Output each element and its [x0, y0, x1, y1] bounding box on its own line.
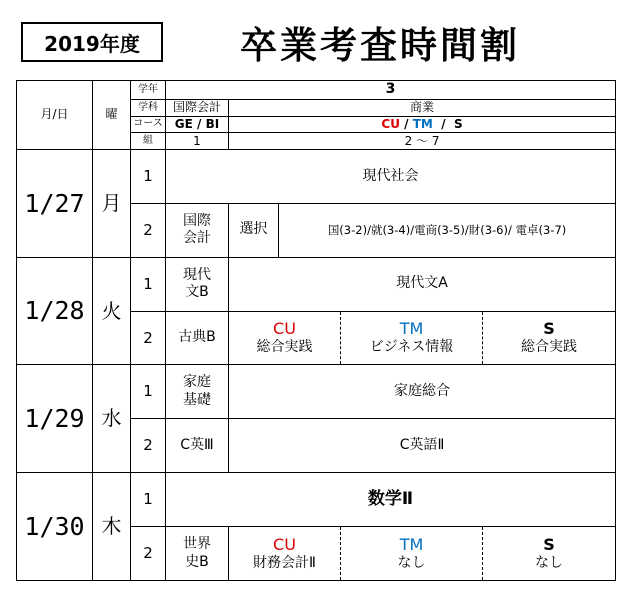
day-row-1-period-1 — [17, 149, 616, 203]
course-subject: 財務会計Ⅱ — [253, 554, 316, 571]
course-s-cell — [483, 311, 616, 365]
course-separator: / — [399, 117, 413, 132]
subject-left-cell: 国際 会計 — [166, 203, 229, 257]
period-number: 1 — [131, 473, 166, 527]
course-separator: / — [432, 117, 454, 132]
class-label: 組 — [131, 133, 166, 150]
date-cell: 1/30 — [17, 473, 93, 581]
course-cu-cell — [229, 311, 341, 365]
period-number: 2 — [131, 419, 166, 473]
exam-timetable — [16, 80, 616, 581]
subject-left-cell: 現代 文B — [166, 257, 229, 311]
subject-left-cell: C英Ⅲ — [166, 419, 229, 473]
period-number: 1 — [131, 365, 166, 419]
header-row-grade — [17, 81, 616, 100]
course-subject: なし — [535, 554, 564, 571]
course-cu-cell — [229, 527, 341, 581]
course-code-tm: TM — [399, 534, 424, 554]
course-subject: ビジネス情報 — [369, 339, 454, 356]
subject-left-cell: 古典B — [166, 311, 229, 365]
course-code-cu: CU — [273, 534, 296, 554]
course-tm-cell — [341, 311, 483, 365]
period-number: 2 — [131, 203, 166, 257]
course-tm: TM — [412, 117, 433, 132]
course-s: S — [453, 117, 463, 132]
dept-label: 学科 — [131, 100, 166, 117]
course-code-s: S — [543, 319, 555, 339]
dept-commerce: 商業 — [229, 100, 616, 117]
course-code-tm: TM — [399, 319, 424, 339]
elective-label: 選択 — [229, 203, 279, 257]
period-number: 2 — [131, 311, 166, 365]
year-label: 2019年度 — [21, 22, 163, 62]
course-codes — [229, 116, 616, 133]
course-ge-bi: GE / BI — [166, 116, 229, 133]
grade-value: 3 — [166, 81, 616, 100]
date-cell: 1/29 — [17, 365, 93, 473]
course-code-s: S — [543, 534, 555, 554]
elective-list: 国(3-2)/就(3-4)/電商(3-5)/財(3-6)/ 電卓(3-7) — [279, 203, 616, 257]
period-number: 1 — [131, 257, 166, 311]
class-left: 1 — [166, 133, 229, 150]
subject-cell: 現代社会 — [166, 149, 616, 203]
weekday-cell: 火 — [93, 257, 131, 365]
subject-left-cell: 家庭 基礎 — [166, 365, 229, 419]
period-number: 2 — [131, 527, 166, 581]
course-subject: なし — [397, 554, 426, 571]
date-column-header: 月/日 — [17, 81, 93, 150]
grade-label: 学年 — [131, 81, 166, 100]
course-label: コース — [131, 116, 166, 133]
course-s-cell — [483, 527, 616, 581]
period-number: 1 — [131, 149, 166, 203]
course-tm-cell — [341, 527, 483, 581]
weekday-cell: 月 — [93, 149, 131, 257]
course-subject: 総合実践 — [521, 339, 578, 356]
subject-cell: 現代文A — [229, 257, 616, 311]
class-right: 2 ～ 7 — [229, 133, 616, 150]
day-row-3-period-1 — [17, 365, 616, 419]
subject-cell: 家庭総合 — [229, 365, 616, 419]
weekday-cell: 水 — [93, 365, 131, 473]
dow-column-header: 曜 — [93, 81, 131, 150]
dept-intl-accounting: 国際会計 — [166, 100, 229, 117]
course-code-cu: CU — [273, 319, 296, 339]
course-cu: CU — [381, 117, 400, 132]
weekday-cell: 木 — [93, 473, 131, 581]
subject-cell: 数学Ⅱ — [166, 473, 616, 527]
date-cell: 1/27 — [17, 149, 93, 257]
course-subject: 総合実践 — [256, 339, 313, 356]
day-row-2-period-1 — [17, 257, 616, 311]
date-cell: 1/28 — [17, 257, 93, 365]
subject-left-cell: 世界 史B — [166, 527, 229, 581]
page-title: 卒業考査時間割 — [240, 23, 520, 67]
subject-cell: C英語Ⅱ — [229, 419, 616, 473]
day-row-4-period-1 — [17, 473, 616, 527]
